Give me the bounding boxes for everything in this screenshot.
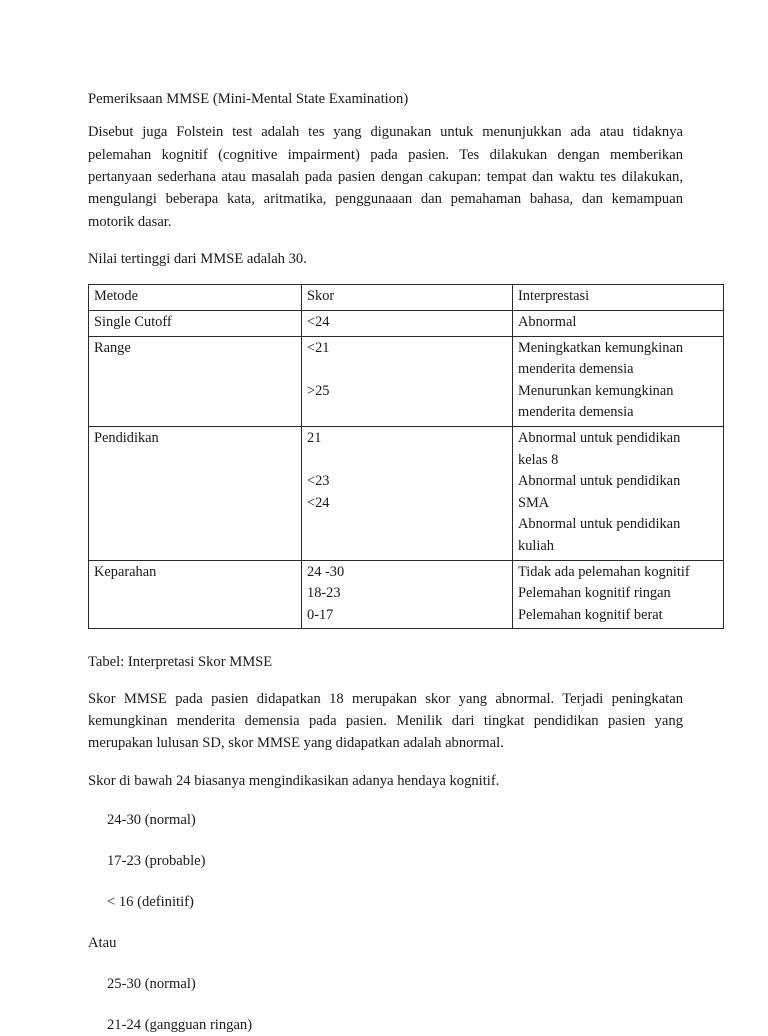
interpretation-line: Menurunkan kemungkinan (518, 382, 674, 399)
interpretation-line: Pelemahan kognitif ringan (518, 585, 671, 602)
table-row (89, 560, 724, 629)
table-row (89, 426, 724, 560)
table-header-row (89, 285, 724, 311)
list-item: 24-30 (normal) (107, 812, 196, 829)
table-row (89, 336, 724, 426)
column-header-interpretation: Interprestasi (513, 285, 724, 311)
cell-method: Single Cutoff (89, 310, 302, 336)
interpretation-line: Abnormal untuk pendidikan (518, 516, 681, 533)
column-header-score: Skor (302, 285, 513, 311)
cell-method: Range (89, 336, 302, 426)
interpretation-line: kuliah (518, 538, 554, 554)
score-line: <24 (307, 313, 330, 330)
cell-score (302, 426, 513, 560)
score-line: 0-17 (307, 606, 334, 623)
list-item: 25-30 (normal) (107, 975, 196, 992)
interpretation-line: menderita demensia (518, 361, 634, 378)
score-line: <23 (307, 473, 330, 490)
cell-interpretation (513, 426, 724, 560)
interpretation-line (518, 338, 718, 360)
cutoff-line: Skor di bawah 24 biasanya mengindikasikan adanya hendaya kognitif. (88, 772, 500, 789)
table-caption: Tabel: Interpretasi Skor MMSE (88, 654, 273, 671)
column-header-method: Metode (89, 285, 302, 311)
mmse-interpretation-table (88, 284, 724, 629)
cell-score (302, 336, 513, 426)
page-title: Pemeriksaan MMSE (Mini-Mental State Examination) (88, 91, 409, 107)
score-blank-line (307, 359, 507, 381)
score-line: >25 (307, 382, 330, 399)
interpretation-text-a: Meningkatkan kemungkinan (518, 339, 684, 356)
interpretation-line: Pelemahan kognitif berat (518, 606, 663, 623)
score-line: 18-23 (307, 585, 341, 602)
score-line: <21 (307, 339, 330, 356)
score-blank-line (307, 450, 507, 472)
cell-method: Pendidikan (89, 426, 302, 560)
cell-score (302, 310, 513, 336)
max-score-line: Nilai tertinggi dari MMSE adalah 30. (88, 250, 307, 267)
interpretation-line: Abnormal untuk pendidikan (518, 429, 681, 446)
list-item: 21-24 (gangguan ringan) (107, 1016, 253, 1033)
table-row (89, 310, 724, 336)
list-item: 17-23 (probable) (107, 852, 206, 869)
interpretation-line: Abnormal (518, 313, 577, 330)
cell-interpretation (513, 310, 724, 336)
score-line: <24 (307, 494, 330, 511)
interpretation-line: Abnormal untuk pendidikan (518, 473, 681, 490)
intro-paragraph: Disebut juga Folstein test adalah tes yang digunakan untuk menunjukkan ada atau tidaknya pelemahan kognitif (cognitive impairment) pada pasien. Tes dilakukan dengan memberikan pertanyaan sederhana atau masalah pada pasien dengan cakupan: tempat dan waktu tes dilakukan, mengulangi beberapa kata, aritmatika, penggunaaan dan pemahaman bahasa, dan kemampuan motorik dasar. (88, 124, 683, 230)
interpretation-line: menderita demensia (518, 404, 634, 421)
score-line: 24 -30 (307, 563, 345, 580)
document-body (88, 88, 690, 1036)
list-item: < 16 (definitif) (107, 893, 194, 910)
interpretation-line: kelas 8 (518, 451, 559, 468)
cell-score (302, 560, 513, 629)
score-line: 21 (307, 429, 322, 446)
cell-interpretation (513, 336, 724, 426)
analysis-paragraph: Skor MMSE pada pasien didapatkan 18 merupakan skor yang abnormal. Terjadi peningkatan kemungkinan menderita demensia pada pasien. Menilik dari tingkat pendidikan pasien yang merupakan lulusan SD, skor MMSE yang didapatkan adalah abnormal. (88, 690, 683, 752)
alternative-label: Atau (88, 934, 117, 951)
cell-method: Keparahan (89, 560, 302, 629)
interpretation-line: Tidak ada pelemahan kognitif (518, 563, 690, 580)
interpretation-line: SMA (518, 494, 550, 511)
cell-interpretation (513, 560, 724, 629)
interpretation-block (518, 338, 718, 424)
